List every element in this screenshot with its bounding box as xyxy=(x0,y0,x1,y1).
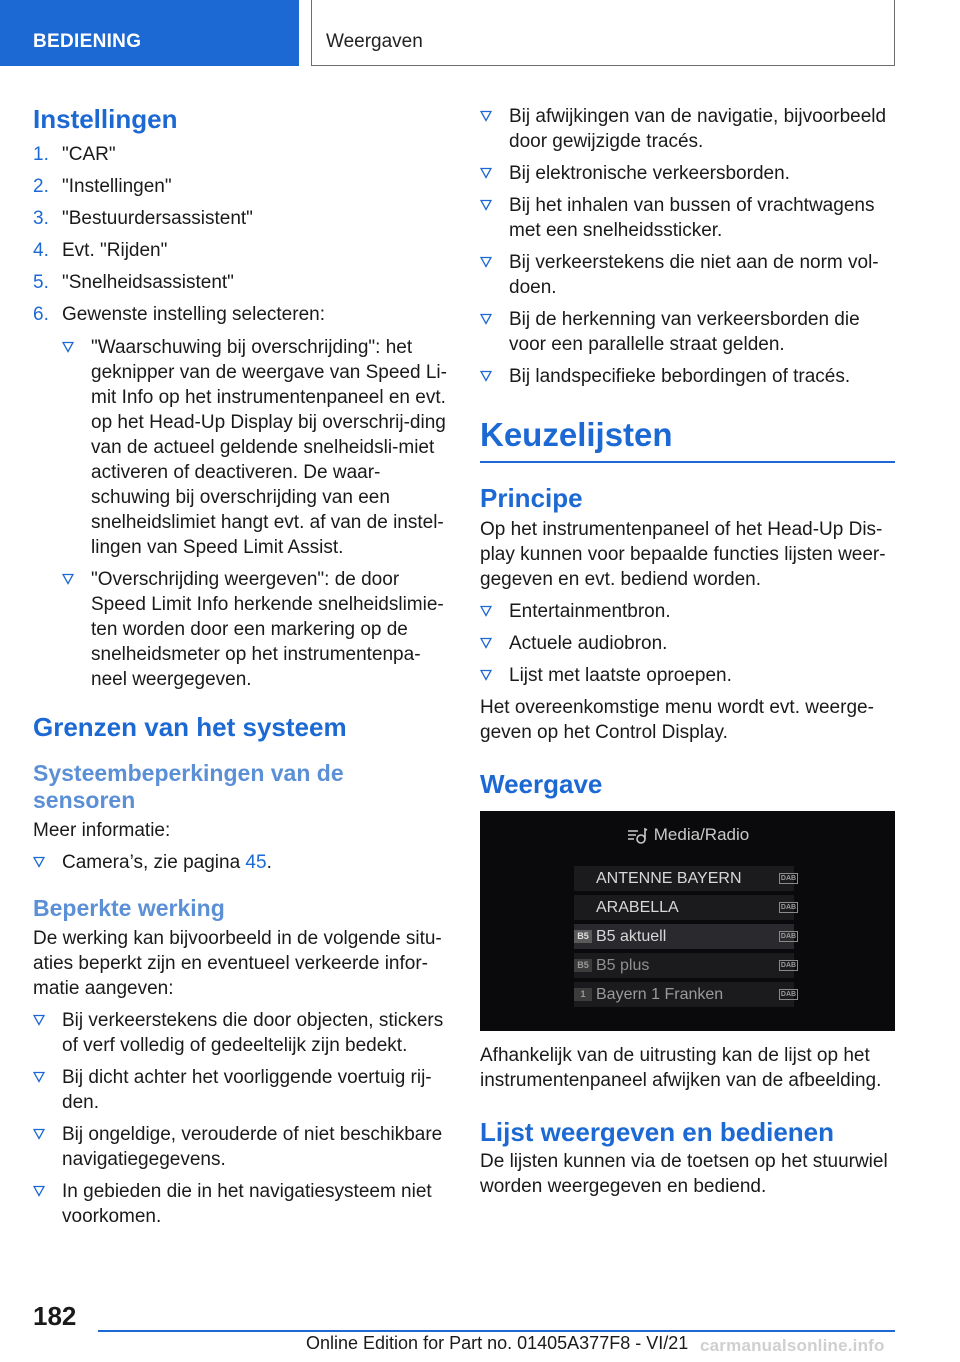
heading-keuzelijsten: Keuzelijsten xyxy=(480,415,895,463)
principe-intro: Op het instrumentenpaneel of het Head-Up Dis-play kunnen voor bepaalde functies lijsten weer-gegeven en evt. bediend worden. xyxy=(480,519,886,590)
beperkte-intro: De werking kan bijvoorbeeld in de volgende situ-aties beperkt zijn en eventueel verkeerde infor-matie aangeven: xyxy=(33,928,442,999)
option-item xyxy=(62,567,447,692)
heading-lijst-weergeven: Lijst weergeven en bedienen xyxy=(480,1117,834,1147)
step-text: Evt. "Rijden" xyxy=(62,240,168,261)
triangle-bullet-icon xyxy=(33,1185,45,1197)
principe-item-text: Lijst met laatste oproepen. xyxy=(509,665,732,686)
triangle-bullet-icon xyxy=(480,669,492,681)
dab-badge: DAB xyxy=(780,875,797,882)
step-text: "Bestuurdersassistent" xyxy=(62,208,253,229)
limitation-item xyxy=(480,364,895,389)
triangle-bullet-icon xyxy=(62,573,74,585)
figure-title-text: Media/Radio xyxy=(653,825,750,844)
sensoren-item xyxy=(33,850,447,875)
triangle-bullet-icon xyxy=(480,110,492,122)
sensoren-item-text: Camera’s, zie pagina xyxy=(62,852,246,873)
station-label: ARABELLA xyxy=(596,899,679,916)
heading-principe: Principe xyxy=(480,483,583,513)
left-column xyxy=(33,100,447,1236)
triangle-bullet-icon xyxy=(33,1128,45,1140)
triangle-bullet-icon xyxy=(480,637,492,649)
step-number: 6. xyxy=(33,304,49,325)
step-text: Gewenste instelling selecteren: xyxy=(62,304,325,325)
step-number: 2. xyxy=(33,176,49,197)
media-radio-icon xyxy=(626,827,648,845)
principe-item xyxy=(480,599,895,624)
right-column xyxy=(480,104,895,1199)
beperkte-item xyxy=(33,1065,447,1115)
limitation-item xyxy=(480,161,895,186)
step-item xyxy=(33,238,447,263)
beperkte-item xyxy=(33,1179,447,1229)
option-item xyxy=(62,335,447,560)
section-tab: BEDIENING xyxy=(0,0,299,66)
triangle-bullet-icon xyxy=(33,1014,45,1026)
limitation-text: Bij elektronische verkeersborden. xyxy=(509,163,790,184)
station-row xyxy=(574,953,797,978)
triangle-bullet-icon xyxy=(480,199,492,211)
limitation-text: Bij de herkenning van verkeersborden die voor een parallelle straat gelden. xyxy=(509,309,860,355)
beperkte-item-text: Bij dicht achter het voorliggende voertuig rij-den. xyxy=(62,1067,432,1113)
limitation-item xyxy=(480,250,895,300)
watermark: carmanualsonline.info xyxy=(700,1336,885,1355)
limitation-text: Bij het inhalen van bussen of vrachtwagens met een snelheidssticker. xyxy=(509,195,875,241)
beperkte-item-text: In gebieden die in het navigatiesysteem niet voorkomen. xyxy=(62,1181,432,1227)
triangle-bullet-icon xyxy=(480,370,492,382)
figure-caption: Afhankelijk van de uitrusting kan de lijst op het instrumentenpaneel afwijken van de afbeelding. xyxy=(480,1045,882,1091)
option-text: "Waarschuwing bij overschrijding": het geknipper van de weergave van Speed Li-mit Info op het instrumentenpaneel en evt. op het Head-Up Display bij overschrij-ding van de actueel geldende snelheidsli-miet activeren of deactiveren. De waar-schuwing bij overschrijding van een snelheidslimiet hangt evt. af van de instel-lingen van Speed Limit Assist. xyxy=(91,337,447,558)
dab-badge: DAB xyxy=(780,933,797,940)
lijst-text: De lijsten kunnen via de toetsen op het stuurwiel worden weergegeven en bediend. xyxy=(480,1151,888,1197)
option-text: "Overschrijding weergeven": de door Speed Limit Info herkende snelheidslimie-ten worden door een markering op de snelheidsmeter op het instrumentenpa-neel weergegeven. xyxy=(91,569,444,690)
heading-weergave: Weergave xyxy=(480,769,603,799)
continued-limitations-list xyxy=(480,104,895,389)
station-row xyxy=(574,866,797,891)
step-item xyxy=(33,174,447,199)
media-radio-figure xyxy=(480,811,895,1031)
step-text: "CAR" xyxy=(62,144,116,165)
step-number: 3. xyxy=(33,208,49,229)
beperkte-list xyxy=(33,1008,447,1229)
station-logo: 1 xyxy=(574,988,592,1001)
triangle-bullet-icon xyxy=(480,167,492,179)
limitation-text: Bij verkeerstekens die niet aan de norm vol-doen. xyxy=(509,252,879,298)
principe-list xyxy=(480,599,895,688)
triangle-bullet-icon xyxy=(480,313,492,325)
step-number: 4. xyxy=(33,240,49,261)
step-text: "Snelheidsassistent" xyxy=(62,272,234,293)
limitation-item xyxy=(480,193,895,243)
station-row-selected xyxy=(574,924,797,949)
heading-sensoren: Systeembeperkingen van de sensoren xyxy=(33,760,344,813)
page-link[interactable]: 45 xyxy=(245,852,267,873)
step-item xyxy=(33,206,447,231)
station-logo: B5 xyxy=(574,959,592,972)
principe-outro: Het overeenkomstige menu wordt evt. weerge-geven op het Control Display. xyxy=(480,697,874,743)
settings-options xyxy=(62,335,447,692)
principe-item-text: Entertainmentbron. xyxy=(509,601,671,622)
principe-item xyxy=(480,663,895,688)
beperkte-item xyxy=(33,1122,447,1172)
station-logo: B5 xyxy=(574,930,592,943)
limitation-text: Bij afwijkingen van de navigatie, bijvoorbeeld door gewijzigde tracés. xyxy=(509,106,887,152)
page-number: 182 xyxy=(33,1301,77,1331)
station-label: ANTENNE BAYERN xyxy=(596,870,742,887)
sensoren-item-suffix: . xyxy=(266,852,272,873)
beperkte-item xyxy=(33,1008,447,1058)
limitation-text: Bij landspecifieke bebordingen of tracés. xyxy=(509,366,851,387)
limitation-item xyxy=(480,104,895,154)
step-item xyxy=(33,270,447,295)
chapter-tab: Weergaven xyxy=(311,0,895,66)
beperkte-item-text: Bij ongeldige, verouderde of niet beschikbare navigatiegegevens. xyxy=(62,1124,443,1170)
heading-beperkte-werking: Beperkte werking xyxy=(33,895,225,921)
edition-text: Online Edition for Part no. 01405A377F8 - VI/21 xyxy=(306,1333,689,1353)
step-item xyxy=(33,142,447,167)
triangle-bullet-icon xyxy=(62,341,74,353)
station-row xyxy=(574,982,797,1007)
step-number: 1. xyxy=(33,144,49,165)
sensoren-intro: Meer informatie: xyxy=(33,820,171,841)
dab-badge: DAB xyxy=(780,991,797,998)
figure-title xyxy=(480,825,895,845)
settings-steps xyxy=(33,142,447,692)
dab-badge: DAB xyxy=(780,962,797,969)
beperkte-item-text: Bij verkeerstekens die door objecten, stickers of verf volledig of gedeeltelijk zijn bedekt. xyxy=(62,1010,444,1056)
dab-badge: DAB xyxy=(780,904,797,911)
triangle-bullet-icon xyxy=(480,256,492,268)
step-number: 5. xyxy=(33,272,49,293)
triangle-bullet-icon xyxy=(33,856,45,868)
station-label: Bayern 1 Franken xyxy=(596,986,724,1003)
station-label: B5 plus xyxy=(596,957,650,974)
footer-divider xyxy=(98,1330,895,1332)
step-item xyxy=(33,302,447,692)
step-text: "Instellingen" xyxy=(62,176,172,197)
limitation-item xyxy=(480,307,895,357)
triangle-bullet-icon xyxy=(33,1071,45,1083)
heading-grenzen: Grenzen van het systeem xyxy=(33,712,347,742)
principe-item xyxy=(480,631,895,656)
principe-item-text: Actuele audiobron. xyxy=(509,633,668,654)
page-header xyxy=(0,0,960,66)
triangle-bullet-icon xyxy=(480,605,492,617)
station-row xyxy=(574,895,797,920)
station-label: B5 aktuell xyxy=(596,928,667,945)
heading-instellingen: Instellingen xyxy=(33,104,178,134)
sensoren-list xyxy=(33,850,447,875)
